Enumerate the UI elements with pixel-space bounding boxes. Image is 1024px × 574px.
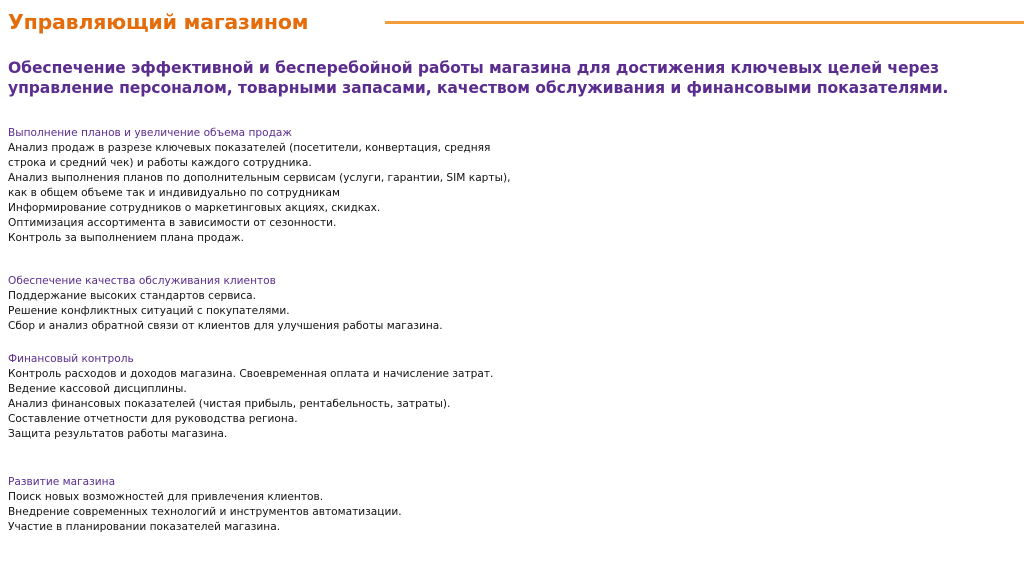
section-title: Обеспечение качества обслуживания клиентов	[8, 275, 276, 287]
header-divider	[385, 21, 1024, 24]
list-item: Оптимизация ассортимента в зависимости от сезонности.	[8, 217, 337, 229]
list-item: Участие в планировании показателей магазина.	[8, 521, 281, 533]
list-item: Ведение кассовой дисциплины.	[8, 383, 187, 395]
section-title: Выполнение планов и увеличение объема продаж	[8, 127, 292, 139]
section-service	[8, 274, 513, 334]
list-item: Сбор и анализ обратной связи от клиентов для улучшения работы магазина.	[8, 320, 443, 332]
list-item: Поддержание высоких стандартов сервиса.	[8, 290, 257, 302]
list-item: Контроль расходов и доходов магазина. Своевременная оплата и начисление затрат.	[8, 368, 494, 380]
section-finance	[8, 352, 513, 442]
section-title: Развитие магазина	[8, 476, 116, 488]
list-item: Анализ выполнения планов по дополнительным сервисам (услуги, гарантии, SIM карты), как в общем объеме так и индивидуально по сотрудникам	[8, 172, 511, 199]
list-item: Внедрение современных технологий и инструментов автоматизации.	[8, 506, 402, 518]
list-item: Решение конфликтных ситуаций с покупателями.	[8, 305, 290, 317]
list-item: Поиск новых возможностей для привлечения клиентов.	[8, 491, 324, 503]
section-development	[8, 475, 513, 535]
list-item: Составление отчетности для руководства региона.	[8, 413, 298, 425]
section-title: Финансовый контроль	[8, 353, 134, 365]
list-item: Контроль за выполнением плана продаж.	[8, 232, 244, 244]
page-title: Управляющий магазином	[8, 10, 309, 34]
list-item: Информирование сотрудников о маркетинговых акциях, скидках.	[8, 202, 381, 214]
page-subtitle: Обеспечение эффективной и бесперебойной работы магазина для достижения ключевых целей через управление персоналом, товарными запасами, качеством обслуживания и финансовыми показателями.	[8, 59, 949, 97]
list-item: Защита результатов работы магазина.	[8, 428, 228, 440]
list-item: Анализ продаж в разрезе ключевых показателей (посетители, конвертация, средняя строка и средний чек) и работы каждого сотрудника.	[8, 142, 491, 169]
list-item: Анализ финансовых показателей (чистая прибыль, рентабельность, затраты).	[8, 398, 451, 410]
section-sales	[8, 126, 513, 246]
